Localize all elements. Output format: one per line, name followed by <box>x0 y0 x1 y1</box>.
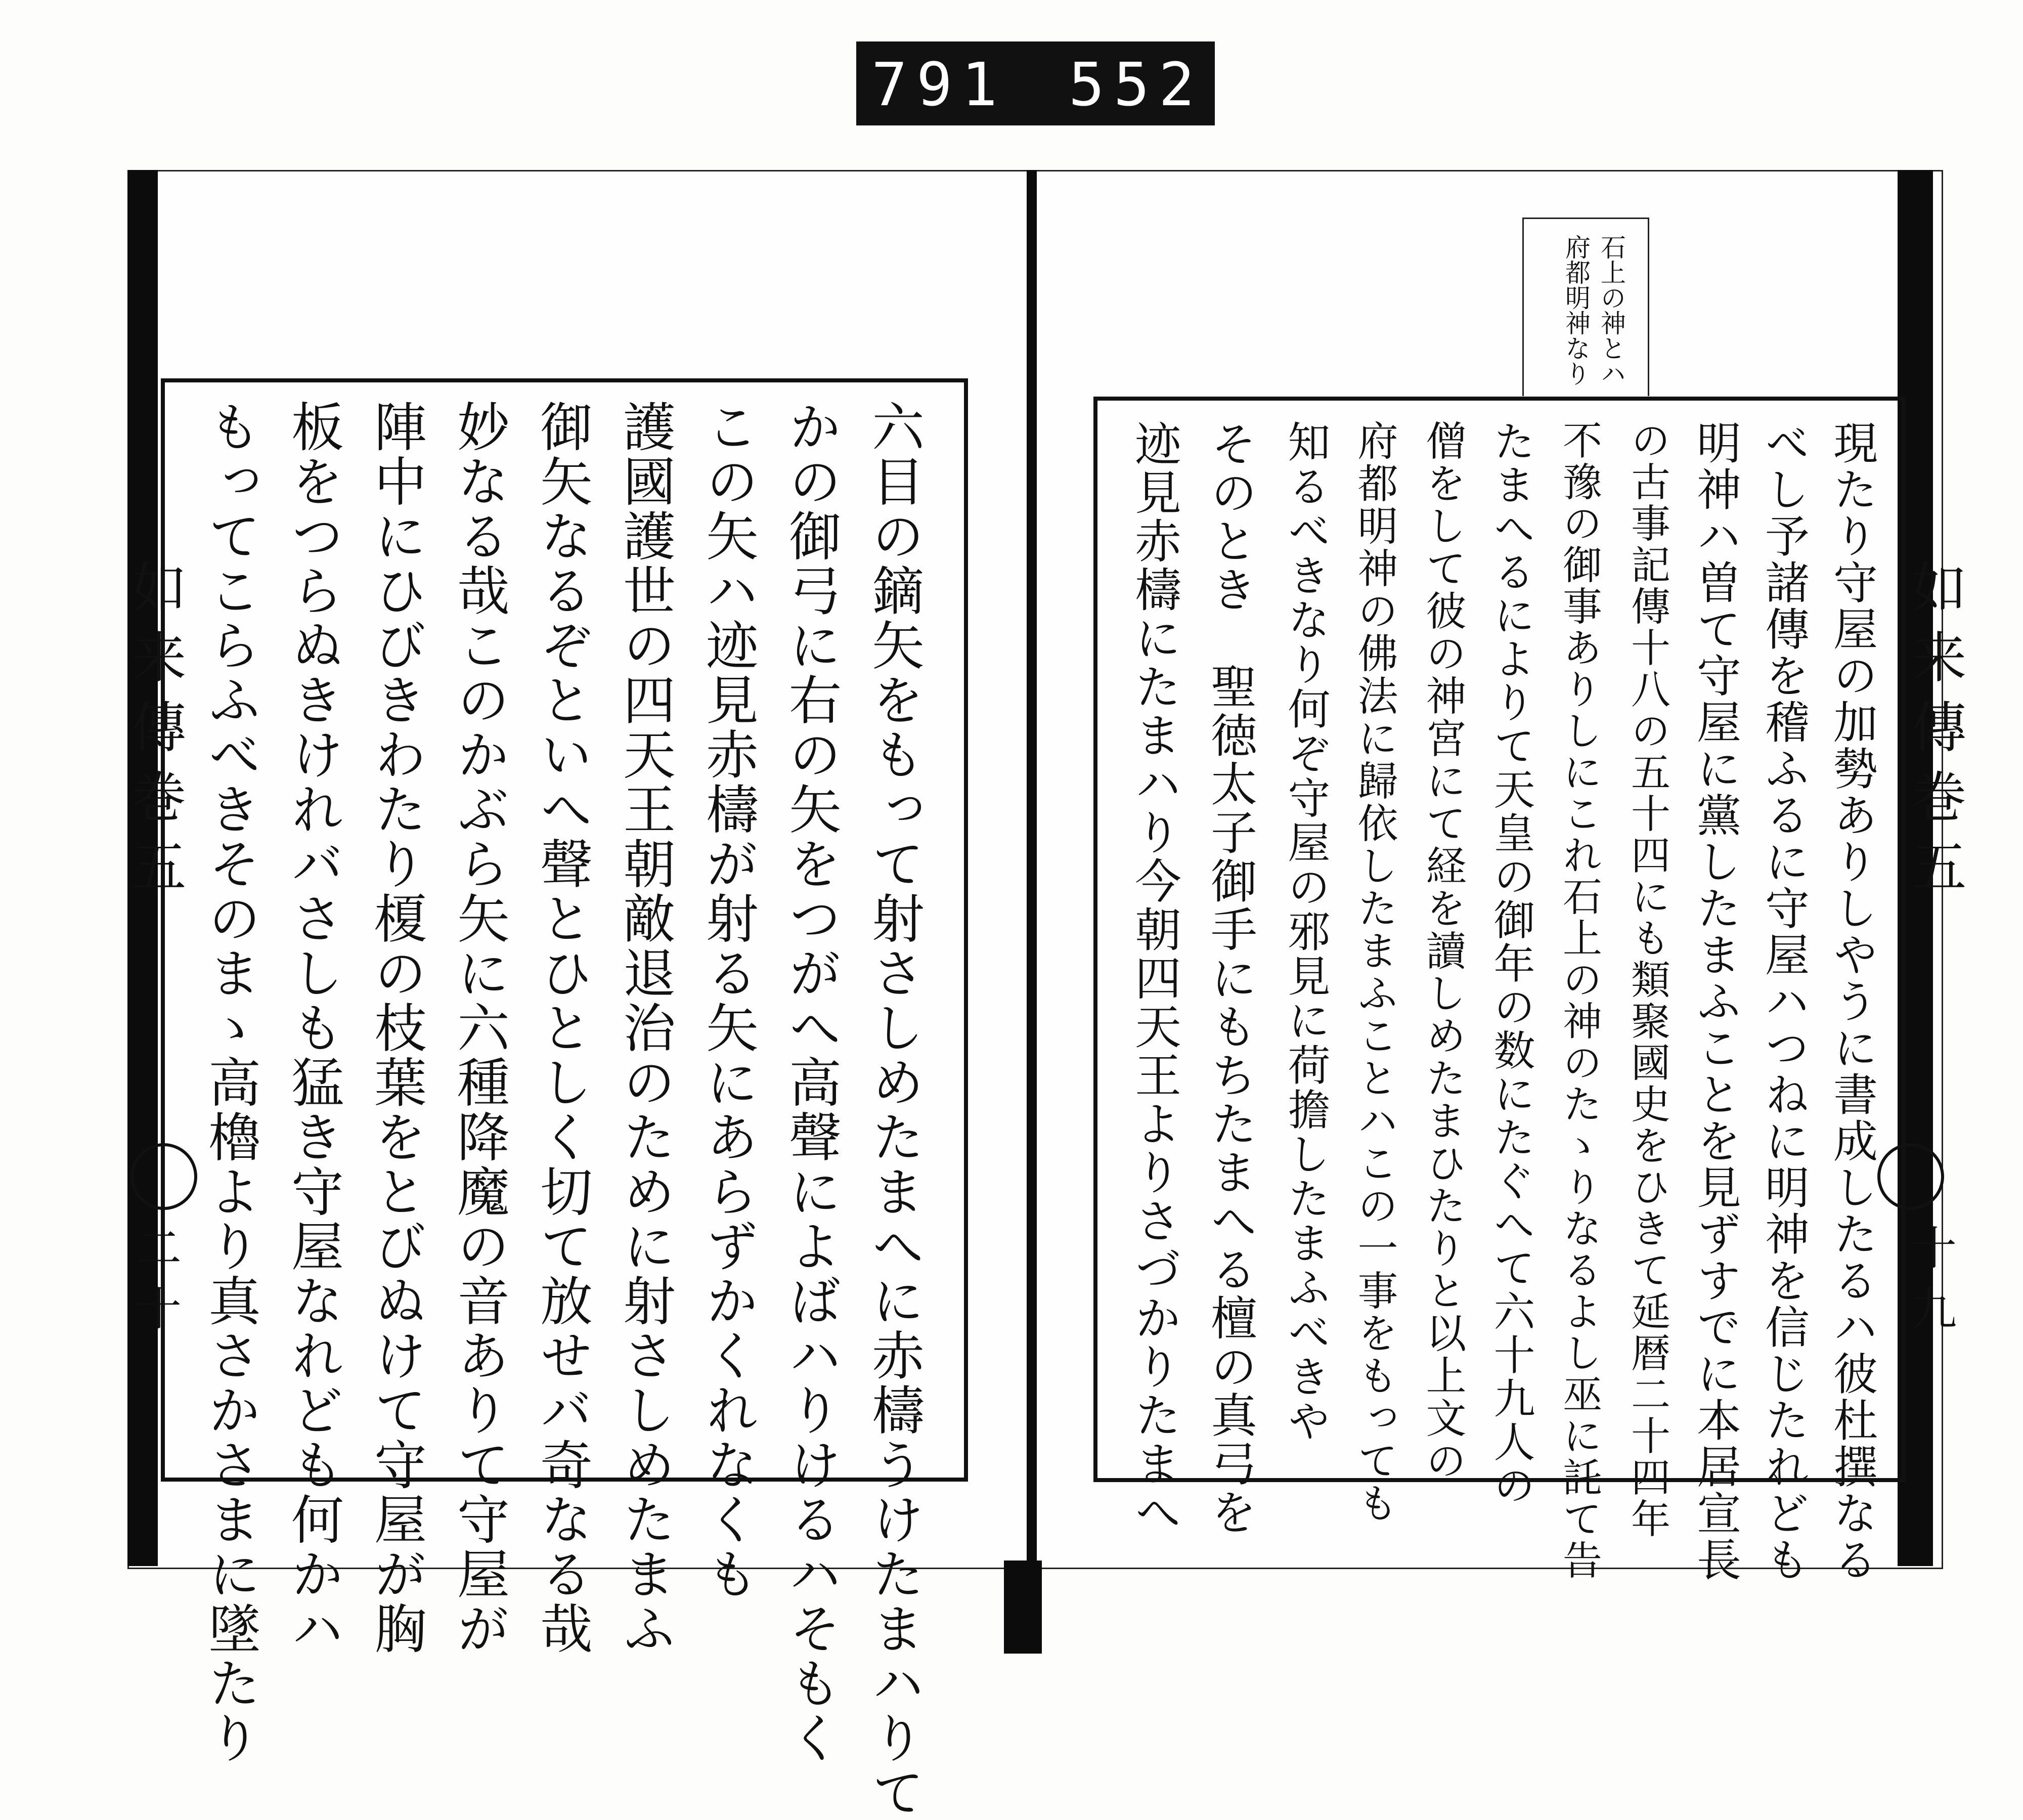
center-gutter <box>1027 170 1037 1566</box>
margin-note-line-1: 石上の神とハ <box>1597 234 1626 386</box>
margin-note-line-2: 府都明神なり <box>1561 234 1591 386</box>
left-column-3: この矢ハ迹見赤檮が射る矢にあらずかくれなくも <box>697 400 759 1601</box>
right-column-5: 不豫の御事ありしにこれ石上の神のたゝりなるよし巫に託て告 <box>1556 420 1602 1581</box>
right-column-11: 迹見赤檮にたまハり今朝四天王よりさづかりたまへ <box>1127 420 1181 1537</box>
catalog-number-left: 791 <box>871 50 1007 119</box>
left-column-5: 御矢なるぞといへ聲とひとしく切て放せバ奇なる哉 <box>531 400 593 1656</box>
right-column-7: 僧をして彼の神宮にて経を讀しめたまひたりと以上文の <box>1419 420 1466 1482</box>
right-column-6: たまへるによりて天皇の御年の数にたぐへて六十九人の <box>1487 420 1535 1507</box>
right-text-block <box>1110 420 1879 1583</box>
right-column-9: 知るべきなり何ぞ守屋の邪見に荷擔したまふべきや <box>1281 420 1331 1444</box>
left-column-6: 妙なる哉このかぶら矢に六種降魔の音ありて守屋が <box>448 400 510 1656</box>
left-column-7: 陣中にひびきわたり榎の枝葉をとびぬけて守屋が胸 <box>365 400 427 1656</box>
right-running-head: 如来傳巻五 <box>1903 559 1966 908</box>
gutter-tab <box>1004 1561 1042 1654</box>
right-column-10: そのとき 聖徳太子御手にもちたまへる檀の真弓を <box>1203 420 1257 1537</box>
right-column-1: 現たり守屋の加勢ありしやうに書成したるハ彼杜撰なる <box>1826 420 1878 1583</box>
left-column-4: 護國護世の四天王朝敵退治のために射さしめたまふ <box>614 400 676 1656</box>
left-running-head: 如来傳巻五 <box>122 559 186 908</box>
right-column-8: 府都明神の佛法に歸依したまふことハこの一事をもっても <box>1351 420 1398 1525</box>
left-text-block <box>177 400 936 1820</box>
right-folio: 十九 <box>1903 1224 1956 1346</box>
margin-note-box <box>1522 218 1649 396</box>
catalog-number-label <box>856 41 1215 125</box>
left-column-2: かの御弓に右の矢をつがへ高聲によばハりけるハそもく <box>780 400 842 1765</box>
left-column-8: 板をつらぬきけれバさしも猛き守屋なれども何かハ <box>282 400 344 1656</box>
right-column-4: の古事記傳十八の五十四にも類聚國史をひきて延暦二十四年 <box>1624 420 1670 1540</box>
catalog-number-right: 552 <box>1068 50 1204 119</box>
left-folio: 二十 <box>128 1224 181 1346</box>
left-column-9: もってこらふべきそのまゝ高櫓より真さかさまに墜たり <box>199 400 261 1765</box>
right-column-3: 明神ハ曽て守屋に黨したまふことを見ずすでに本居宣長 <box>1690 420 1742 1583</box>
right-column-2: べし予諸傳を稽ふるに守屋ハつねに明神を信じたれども <box>1758 420 1810 1583</box>
left-column-1: 六目の鏑矢をもって射さしめたまへに赤檮うけたまハりて <box>863 400 925 1820</box>
